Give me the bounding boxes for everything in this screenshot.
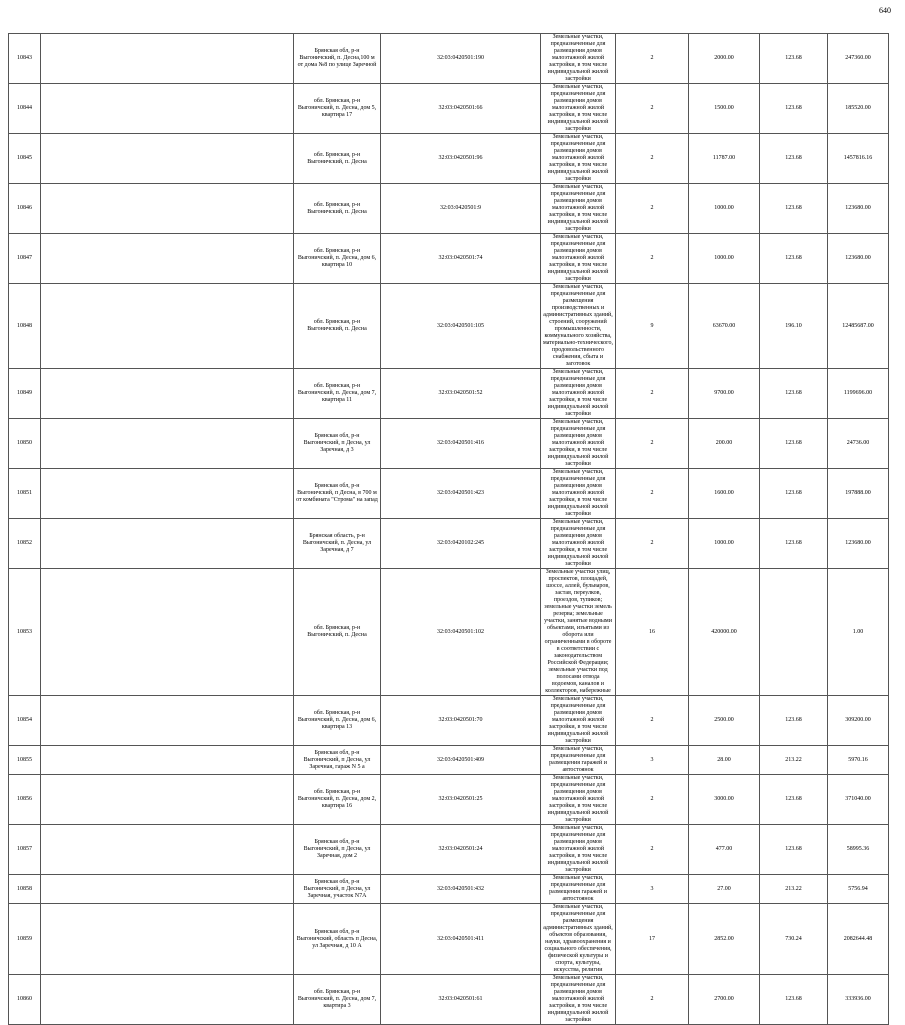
table-row	[9, 234, 889, 284]
cadastral-number-cell: 32:03:0420501:74	[381, 234, 541, 284]
table-row	[9, 419, 889, 469]
blank-cell	[41, 284, 294, 369]
cadastral-number-cell: 32:03:0420501:24	[381, 825, 541, 875]
row-number: 10847	[9, 234, 41, 284]
cadastral-number-cell: 32:03:0420501:105	[381, 284, 541, 369]
area-cell: 27.00	[689, 875, 760, 904]
table-row	[9, 825, 889, 875]
table-row	[9, 904, 889, 975]
cadastral-value-cell: 247360.00	[828, 34, 889, 84]
table-row	[9, 134, 889, 184]
blank-cell	[41, 569, 294, 696]
row-number: 10854	[9, 696, 41, 746]
row-number: 10855	[9, 746, 41, 775]
blank-cell	[41, 904, 294, 975]
cadastral-value-cell: 5756.94	[828, 875, 889, 904]
group-cell: 2	[616, 975, 689, 1025]
table-row	[9, 34, 889, 84]
address-cell: обл. Брянская, р-н Выгоничский, п. Десна, дом 7, квартира 3	[294, 975, 381, 1025]
table-row	[9, 569, 889, 696]
group-cell: 2	[616, 134, 689, 184]
blank-cell	[41, 746, 294, 775]
area-cell: 2700.00	[689, 975, 760, 1025]
row-number: 10843	[9, 34, 41, 84]
cadastral-number-cell: 32:03:0420102:245	[381, 519, 541, 569]
row-number: 10845	[9, 134, 41, 184]
rate-cell: 123.68	[760, 696, 828, 746]
table-row	[9, 519, 889, 569]
rate-cell: 123.68	[760, 184, 828, 234]
rate-cell: 123.68	[760, 134, 828, 184]
land-category-cell: Земельные участки, предназначенные для размещения домов малоэтажной жилой застройки, в том числе индивидуальной жилой застройки	[541, 825, 616, 875]
land-category-cell: Земельные участки, предназначенные для размещения административных зданий, объектов образования, науки, здравоохранения и социального обеспечения, физической культуры и спорта, культуры, искусства, религии	[541, 904, 616, 975]
cadastral-value-cell: 197888.00	[828, 469, 889, 519]
cadastral-number-cell: 32:03:0420501:9	[381, 184, 541, 234]
table-row	[9, 746, 889, 775]
table-row	[9, 975, 889, 1025]
row-number: 10856	[9, 775, 41, 825]
land-category-cell: Земельные участки улиц, проспектов, площадей, шоссе, аллей, бульваров, застав, переулков, проездов, тупиков; земельные участки земель резерва; земельные участки, занятые водными объектами, изъятыми из оборота или ограниченными в обороте в соответствии с законодательством Российской Федерации; земельные участки под полосами отвода водоемов, каналов и коллекторов, набережные	[541, 569, 616, 696]
address-cell: обл. Брянская, р-н Выгоничский, п. Десна	[294, 184, 381, 234]
cadastral-value-cell: 58995.36	[828, 825, 889, 875]
cadastral-value-cell: 123680.00	[828, 519, 889, 569]
address-cell: обл. Брянская, р-н Выгоничский, п. Десна, дом 6, квартира 10	[294, 234, 381, 284]
group-cell: 2	[616, 184, 689, 234]
table-row	[9, 369, 889, 419]
table-row	[9, 284, 889, 369]
rate-cell: 123.68	[760, 369, 828, 419]
address-cell: обл. Брянская, р-н Выгоничский, п. Десна	[294, 284, 381, 369]
blank-cell	[41, 184, 294, 234]
page-number: 640	[879, 6, 891, 15]
cadastral-number-cell: 32:03:0420501:411	[381, 904, 541, 975]
group-cell: 2	[616, 825, 689, 875]
blank-cell	[41, 696, 294, 746]
group-cell: 2	[616, 469, 689, 519]
rate-cell: 123.68	[760, 419, 828, 469]
cadastral-number-cell: 32:03:0420501:52	[381, 369, 541, 419]
area-cell: 3000.00	[689, 775, 760, 825]
area-cell: 1600.00	[689, 469, 760, 519]
rate-cell: 123.68	[760, 84, 828, 134]
land-category-cell: Земельные участки, предназначенные для размещения производственных и административных зданий, строений, сооружений промышленности, коммунального хозяйства, материально-технического, продовольственного снабжения, сбыта и заготовок	[541, 284, 616, 369]
table-row	[9, 84, 889, 134]
cadastral-number-cell: 32:03:0420501:423	[381, 469, 541, 519]
cadastral-value-cell: 123680.00	[828, 184, 889, 234]
rate-cell: 123.68	[760, 519, 828, 569]
cadastral-value-cell: 309200.00	[828, 696, 889, 746]
cadastral-number-cell: 32:03:0420501:102	[381, 569, 541, 696]
rate-cell: 123.68	[760, 825, 828, 875]
group-cell: 9	[616, 284, 689, 369]
land-category-cell: Земельные участки, предназначенные для размещения домов малоэтажной жилой застройки, в том числе индивидуальной жилой застройки	[541, 775, 616, 825]
area-cell: 477.00	[689, 825, 760, 875]
area-cell: 2852.00	[689, 904, 760, 975]
area-cell: 1000.00	[689, 234, 760, 284]
area-cell: 1000.00	[689, 184, 760, 234]
table-row	[9, 696, 889, 746]
land-category-cell: Земельные участки, предназначенные для размещения домов малоэтажной жилой застройки, в том числе индивидуальной жилой застройки	[541, 975, 616, 1025]
cadastral-value-cell: 371040.00	[828, 775, 889, 825]
table-row	[9, 775, 889, 825]
cadastral-number-cell: 32:03:0420501:70	[381, 696, 541, 746]
address-cell: обл. Брянская, р-н Выгоничский, п. Десна, дом 6, квартира 13	[294, 696, 381, 746]
group-cell: 2	[616, 84, 689, 134]
row-number: 10848	[9, 284, 41, 369]
group-cell: 3	[616, 875, 689, 904]
rate-cell: 730.24	[760, 904, 828, 975]
area-cell: 1000.00	[689, 519, 760, 569]
blank-cell	[41, 84, 294, 134]
cadastral-value-cell: 1.00	[828, 569, 889, 696]
row-number: 10849	[9, 369, 41, 419]
blank-cell	[41, 775, 294, 825]
address-cell: обл. Брянская, р-н Выгоничский, п. Десна, дом 2, квартира 16	[294, 775, 381, 825]
area-cell: 28.00	[689, 746, 760, 775]
land-category-cell: Земельные участки, предназначенные для размещения домов малоэтажной жилой застройки, в том числе индивидуальной жилой застройки	[541, 469, 616, 519]
table-row	[9, 184, 889, 234]
land-category-cell: Земельные участки, предназначенные для размещения домов малоэтажной жилой застройки, в том числе индивидуальной жилой застройки	[541, 84, 616, 134]
rate-cell: 123.68	[760, 234, 828, 284]
address-cell: обл. Брянская, р-н Выгоничский, п. Десна	[294, 569, 381, 696]
cadastral-value-cell: 185520.00	[828, 84, 889, 134]
address-cell: обл. Брянская, р-н Выгоничский, п. Десна	[294, 134, 381, 184]
cadastral-number-cell: 32:03:0420501:96	[381, 134, 541, 184]
row-number: 10846	[9, 184, 41, 234]
group-cell: 2	[616, 34, 689, 84]
blank-cell	[41, 369, 294, 419]
land-category-cell: Земельные участки, предназначенные для размещения домов малоэтажной жилой застройки, в том числе индивидуальной жилой застройки	[541, 34, 616, 84]
rate-cell: 213.22	[760, 875, 828, 904]
address-cell: Брянская обл, р-н Выгоничский, п Десна, ул Заречная, участок N7А	[294, 875, 381, 904]
rate-cell: 196.10	[760, 284, 828, 369]
cadastral-value-cell: 12485687.00	[828, 284, 889, 369]
cadastral-value-cell: 1199696.00	[828, 369, 889, 419]
group-cell: 17	[616, 904, 689, 975]
address-cell: обл. Брянская, р-н Выгоничский, п. Десна, дом 5, квартира 17	[294, 84, 381, 134]
rate-cell: 213.22	[760, 746, 828, 775]
address-cell: Брянская обл, р-н Выгоничский, область п Десна, ул Заречная, д 10 А	[294, 904, 381, 975]
blank-cell	[41, 875, 294, 904]
row-number: 10859	[9, 904, 41, 975]
blank-cell	[41, 975, 294, 1025]
blank-cell	[41, 34, 294, 84]
land-category-cell: Земельные участки, предназначенные для размещения домов малоэтажной жилой застройки, в том числе индивидуальной жилой застройки	[541, 419, 616, 469]
cadastral-value-cell: 5970.16	[828, 746, 889, 775]
group-cell: 3	[616, 746, 689, 775]
group-cell: 2	[616, 369, 689, 419]
row-number: 10852	[9, 519, 41, 569]
group-cell: 2	[616, 696, 689, 746]
blank-cell	[41, 134, 294, 184]
cadastral-value-cell: 2082644.48	[828, 904, 889, 975]
cadastral-number-cell: 32:03:0420501:66	[381, 84, 541, 134]
address-cell: Брянская обл, р-н Выгоничский, п. Десна,100 м от дома №8 по улице Заречной	[294, 34, 381, 84]
land-category-cell: Земельные участки, предназначенные для размещения гаражей и автостоянок	[541, 746, 616, 775]
cadastral-number-cell: 32:03:0420501:416	[381, 419, 541, 469]
cadastral-number-cell: 32:03:0420501:409	[381, 746, 541, 775]
area-cell: 63670.00	[689, 284, 760, 369]
group-cell: 2	[616, 775, 689, 825]
blank-cell	[41, 519, 294, 569]
cadastral-value-table	[8, 33, 889, 1025]
land-category-cell: Земельные участки, предназначенные для размещения домов малоэтажной жилой застройки, в том числе индивидуальной жилой застройки	[541, 134, 616, 184]
address-cell: обл. Брянская, р-н Выгоничский, п. Десна, дом 7, квартира 11	[294, 369, 381, 419]
row-number: 10860	[9, 975, 41, 1025]
cadastral-value-cell: 123680.00	[828, 234, 889, 284]
row-number: 10850	[9, 419, 41, 469]
land-category-cell: Земельные участки, предназначенные для размещения домов малоэтажной жилой застройки, в том числе индивидуальной жилой застройки	[541, 519, 616, 569]
blank-cell	[41, 234, 294, 284]
row-number: 10853	[9, 569, 41, 696]
land-category-cell: Земельные участки, предназначенные для размещения домов малоэтажной жилой застройки, в том числе индивидуальной жилой застройки	[541, 234, 616, 284]
address-cell: Брянская обл, р-н Выгоничский, п Десна, ул Заречная, д 3	[294, 419, 381, 469]
row-number: 10858	[9, 875, 41, 904]
address-cell: Брянская область, р-н Выгоничский, п. Десна, ул Заречная, д 7	[294, 519, 381, 569]
group-cell: 16	[616, 569, 689, 696]
area-cell: 9700.00	[689, 369, 760, 419]
rate-cell: 123.68	[760, 469, 828, 519]
land-category-cell: Земельные участки, предназначенные для размещения домов малоэтажной жилой застройки, в том числе индивидуальной жилой застройки	[541, 184, 616, 234]
row-number: 10851	[9, 469, 41, 519]
blank-cell	[41, 825, 294, 875]
row-number: 10844	[9, 84, 41, 134]
address-cell: Брянская обл, р-н Выгоничский, п Десна, ул Заречная, гараж N 5 а	[294, 746, 381, 775]
area-cell: 1500.00	[689, 84, 760, 134]
area-cell: 420000.00	[689, 569, 760, 696]
land-category-cell: Земельные участки, предназначенные для размещения домов малоэтажной жилой застройки, в том числе индивидуальной жилой застройки	[541, 696, 616, 746]
area-cell: 2000.00	[689, 34, 760, 84]
table-row	[9, 875, 889, 904]
rate-cell	[760, 569, 828, 696]
group-cell: 2	[616, 519, 689, 569]
cadastral-number-cell: 32:03:0420501:190	[381, 34, 541, 84]
cadastral-value-cell: 24736.00	[828, 419, 889, 469]
cadastral-number-cell: 32:03:0420501:25	[381, 775, 541, 825]
address-cell: Брянская обл, р-н Выгоничский, п Десна, ул Заречная, дом 2	[294, 825, 381, 875]
group-cell: 2	[616, 234, 689, 284]
address-cell: Брянская обл, р-н Выгоничский, п Десна, в 700 м от комбината "Строма" на запад	[294, 469, 381, 519]
cadastral-value-cell: 1457816.16	[828, 134, 889, 184]
blank-cell	[41, 419, 294, 469]
cadastral-number-cell: 32:03:0420501:432	[381, 875, 541, 904]
area-cell: 2500.00	[689, 696, 760, 746]
rate-cell: 123.68	[760, 775, 828, 825]
row-number: 10857	[9, 825, 41, 875]
land-category-cell: Земельные участки, предназначенные для размещения домов малоэтажной жилой застройки, в том числе индивидуальной жилой застройки	[541, 369, 616, 419]
cadastral-number-cell: 32:03:0420501:61	[381, 975, 541, 1025]
rate-cell: 123.68	[760, 975, 828, 1025]
rate-cell: 123.68	[760, 34, 828, 84]
cadastral-value-cell: 333936.00	[828, 975, 889, 1025]
group-cell: 2	[616, 419, 689, 469]
blank-cell	[41, 469, 294, 519]
area-cell: 11787.00	[689, 134, 760, 184]
area-cell: 200.00	[689, 419, 760, 469]
table-row	[9, 469, 889, 519]
land-category-cell: Земельные участки, предназначенные для размещения гаражей и автостоянок	[541, 875, 616, 904]
